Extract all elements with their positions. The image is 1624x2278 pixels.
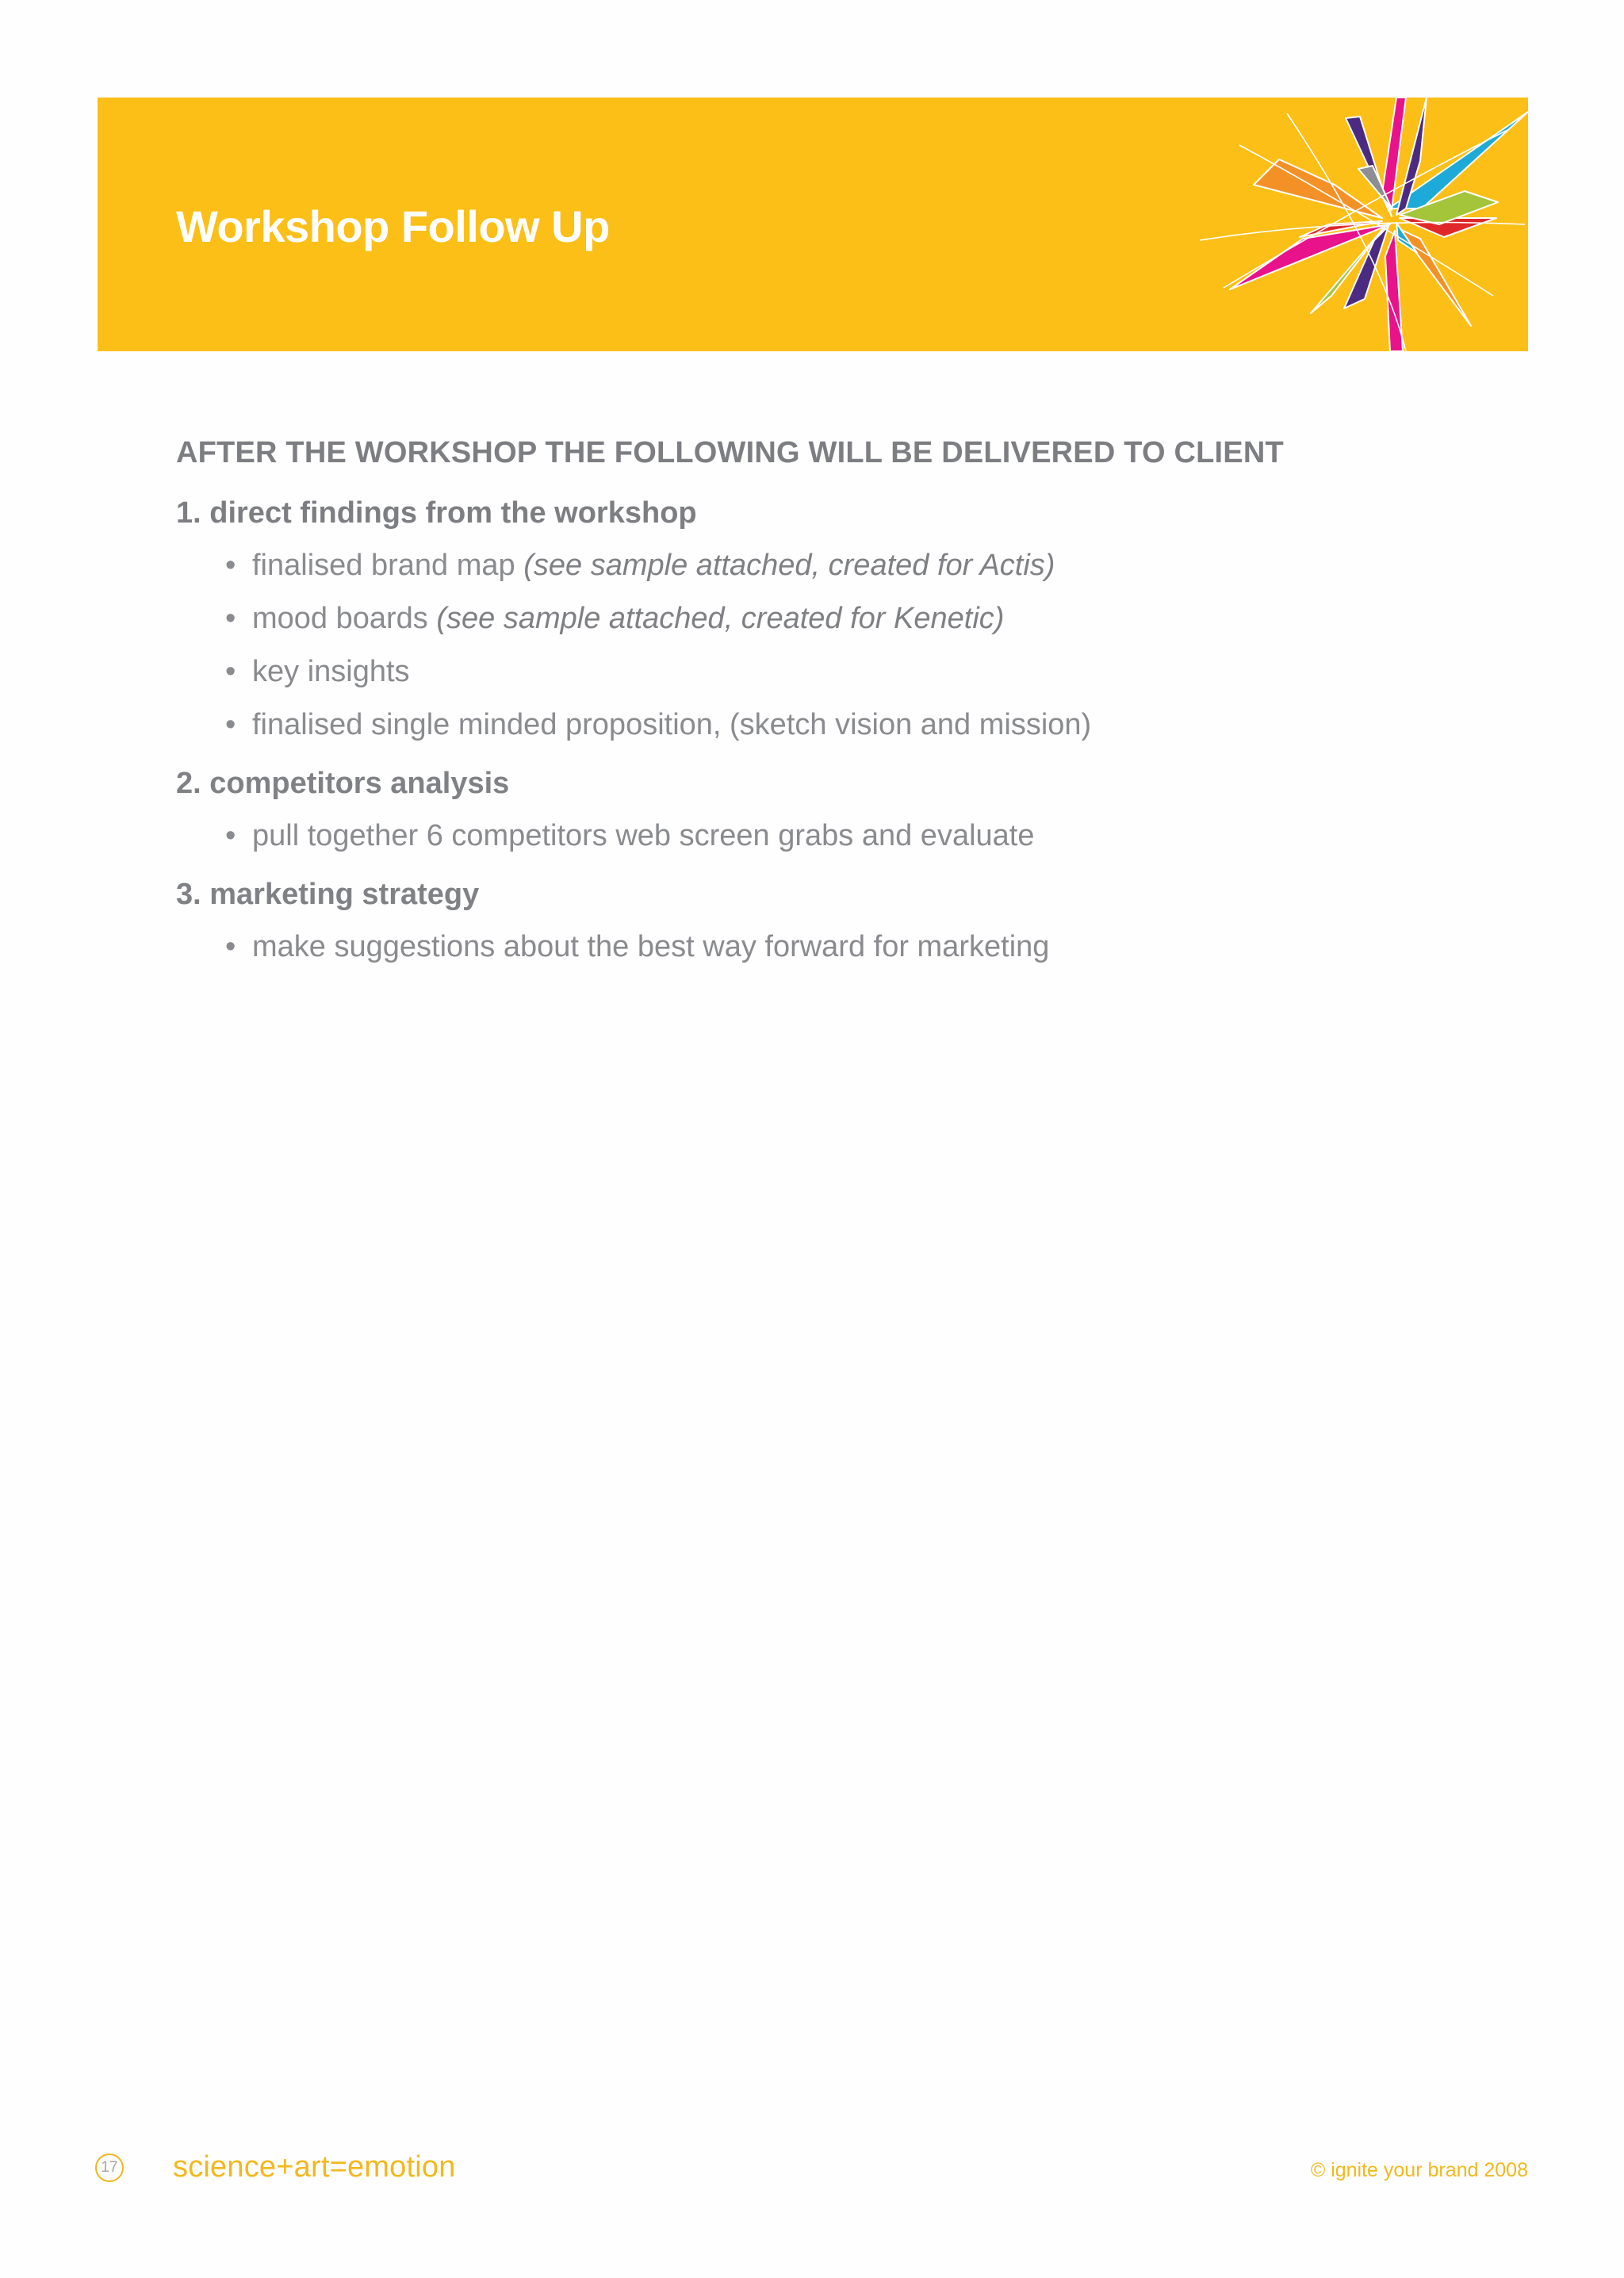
- list-item: [225, 545, 1484, 586]
- list-item-text: finalised brand map: [252, 549, 524, 582]
- section-heading: 2. competitors analysis: [176, 767, 510, 800]
- list-item: [225, 815, 1484, 856]
- starburst-graphic: [1144, 98, 1528, 351]
- page-number: 17: [95, 2154, 124, 2182]
- section-competitors-analysis: [176, 763, 1484, 856]
- bullet-icon: •: [225, 549, 236, 582]
- list-item: [225, 598, 1484, 639]
- list-item-text: make suggestions about the best way forward for marketing: [252, 930, 1050, 963]
- list-item-text: mood boards: [252, 602, 437, 635]
- list-item-note: (see sample attached, created for Actis): [523, 549, 1055, 582]
- section-heading: 1. direct findings from the workshop: [176, 496, 697, 530]
- section-direct-findings: [176, 492, 1484, 745]
- bullet-icon: •: [225, 708, 236, 741]
- section-heading: 3. marketing strategy: [176, 878, 480, 911]
- bullet-icon: •: [225, 819, 236, 852]
- page-title: Workshop Follow Up: [176, 201, 610, 251]
- list-item: [225, 926, 1484, 967]
- bullet-list: [225, 926, 1484, 967]
- list-item: [225, 704, 1484, 745]
- burst-ray-magenta-bottom: [1385, 231, 1403, 351]
- bullet-list: [225, 815, 1484, 856]
- bullet-icon: •: [225, 655, 236, 688]
- list-item: [225, 651, 1484, 692]
- list-item-text: key insights: [252, 655, 410, 688]
- footer-tagline: science+art=emotion: [173, 2150, 456, 2184]
- intro-heading: AFTER THE WORKSHOP THE FOLLOWING WILL BE DELIVERED TO CLIENT: [176, 436, 1284, 469]
- main-content: [176, 432, 1484, 985]
- list-item-text: pull together 6 competitors web screen grabs and evaluate: [252, 819, 1035, 852]
- header-banner: [98, 98, 1528, 351]
- section-marketing-strategy: [176, 874, 1484, 967]
- bullet-icon: •: [225, 930, 236, 963]
- list-item-note: (see sample attached, created for Kenetic): [436, 602, 1005, 635]
- bullet-list: [225, 545, 1484, 745]
- footer-copyright: © ignite your brand 2008: [1310, 2159, 1528, 2181]
- bullet-icon: •: [225, 602, 236, 635]
- list-item-text: finalised single minded proposition, (sketch vision and mission): [252, 708, 1092, 741]
